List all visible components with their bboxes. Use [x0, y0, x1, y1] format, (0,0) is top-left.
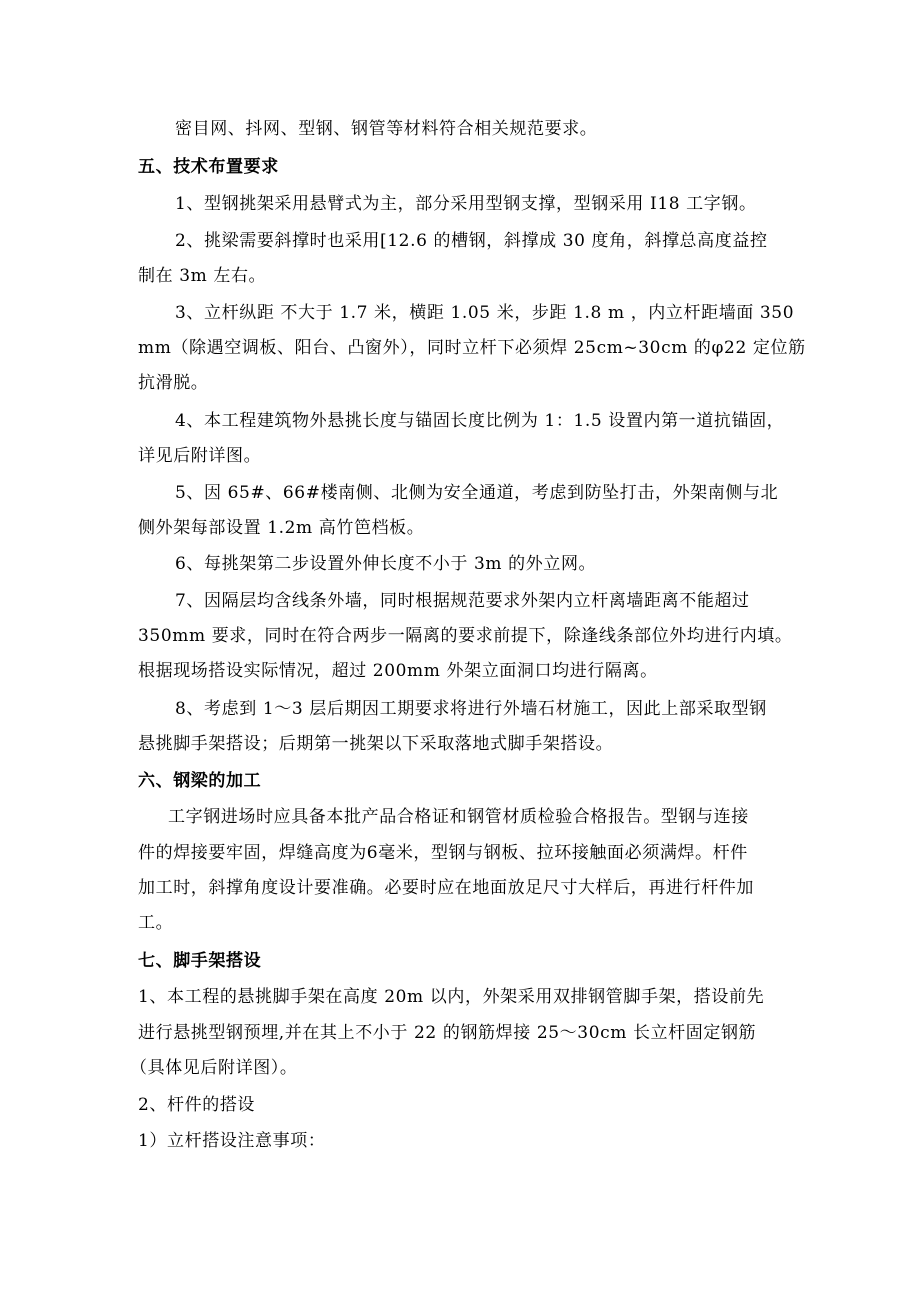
paragraph-line: 7、因隔层均含线条外墙，同时根据规范要求外架内立杆离墙距离不能超过: [175, 591, 750, 611]
paragraph-line: 3、立杆纵距 不大于 1.7 米，横距 1.05 米，步距 1.8 m ，内立杆距墙面 350: [175, 303, 795, 323]
paragraph-line: 悬挑脚手架搭设；后期第一挑架以下采取落地式脚手架搭设。: [138, 734, 614, 754]
paragraph-line: 350mm 要求，同时在符合两步一隔离的要求前提下，除逢线条部位外均进行内填。: [138, 626, 793, 646]
paragraph-line: 加工时，斜撑角度设计要准确。必要时应在地面放足尺寸大样后，再进行杆件加: [138, 878, 754, 898]
paragraph-line: 根据现场搭设实际情况，超过 200mm 外架立面洞口均进行隔离。: [138, 661, 658, 681]
paragraph-line: 1、本工程的悬挑脚手架在高度 20m 以内，外架采用双排钢管脚手架，搭设前先: [138, 987, 765, 1007]
section-heading: 六、钢梁的加工: [138, 771, 262, 791]
paragraph-line: 密目网、抖网、型钢、钢管等材料符合相关规范要求。: [175, 119, 598, 139]
paragraph-line: 8、考虑到 1～3 层后期因工期要求将进行外墙石材施工，因此上部采取型钢: [175, 699, 767, 719]
paragraph-line: 工字钢进场时应具备本批产品合格证和钢管材质检验合格报告。型钢与连接: [168, 807, 749, 827]
paragraph-line: 2、杆件的搭设: [138, 1095, 256, 1115]
paragraph-line: 件的焊接要牢固，焊缝高度为6毫米，型钢与钢板、拉环接触面必须满焊。杆件: [138, 843, 748, 863]
paragraph-line: 6、每挑架第二步设置外伸长度不小于 3m 的外立网。: [175, 554, 597, 574]
paragraph-line: 5、因 65#、66#楼南侧、北侧为安全通道，考虑到防坠打击，外架南侧与北: [175, 483, 779, 503]
section-heading: 七、脚手架搭设: [138, 951, 262, 971]
paragraph-line: 进行悬挑型钢预埋,并在其上不小于 22 的钢筋焊接 25～30cm 长立杆固定钢筋: [138, 1023, 757, 1043]
paragraph-line: 1）立杆搭设注意事项：: [138, 1131, 326, 1151]
paragraph-line: mm（除遇空调板、阳台、凸窗外），同时立杆下必须焊 25cm~30cm 的φ22 定位筋: [138, 338, 806, 358]
paragraph-line: 2、挑梁需要斜撑时也采用[12.6 的槽钢，斜撑成 30 度角，斜撑总高度益控: [175, 231, 768, 251]
paragraph-line: 抗滑脱。: [138, 373, 209, 393]
paragraph-line: （具体见后附详图）。: [130, 1058, 298, 1078]
paragraph-line: 侧外架每部设置 1.2m 高竹笆档板。: [138, 518, 425, 538]
paragraph-line: 1、型钢挑架采用悬臂式为主，部分采用型钢支撑，型钢采用 I18 工字钢。: [175, 194, 757, 214]
paragraph-line: 详见后附详图。: [138, 446, 262, 466]
paragraph-line: 制在 3m 左右。: [138, 266, 267, 286]
section-heading: 五、技术布置要求: [138, 157, 279, 177]
paragraph-line: 工。: [138, 913, 174, 933]
paragraph-line: 4、本工程建筑物外悬挑长度与锚固长度比例为 1：1.5 设置内第一道抗锚固，: [175, 411, 785, 431]
